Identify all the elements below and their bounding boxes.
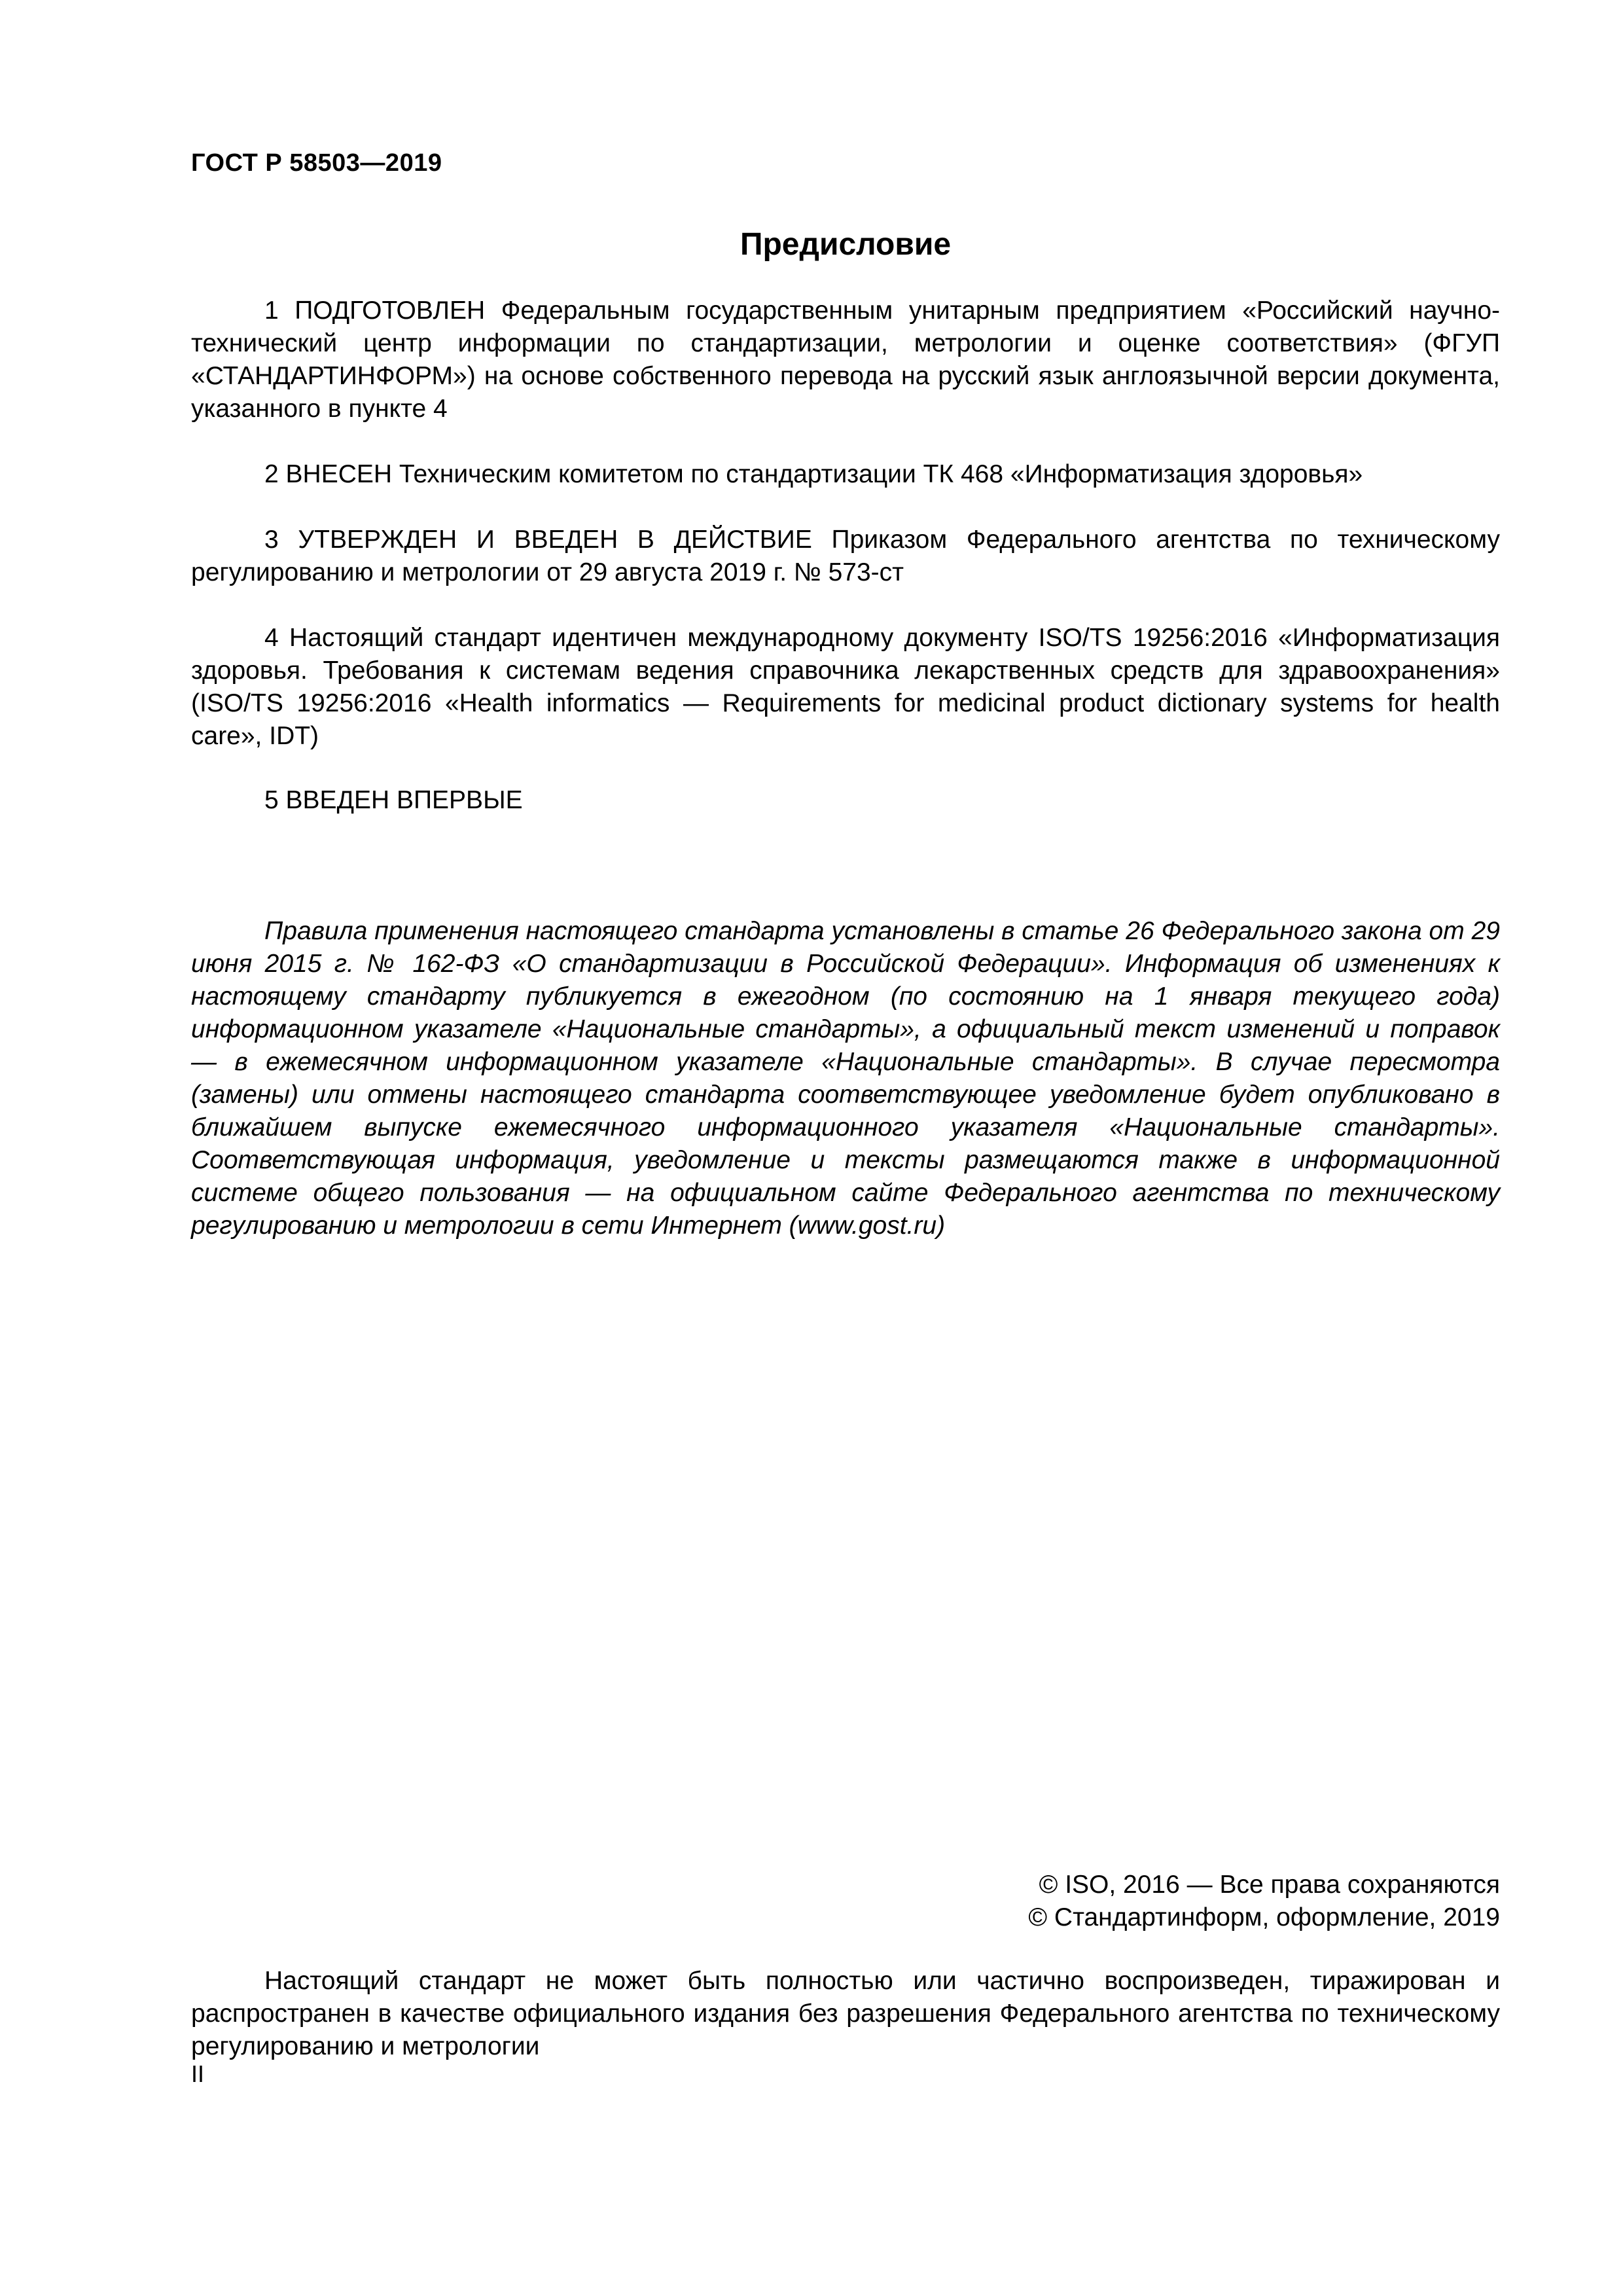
foreword-item-2: 2 ВНЕСЕН Техническим комитетом по стандартизации ТК 468 «Информатизация здоровья» (264, 460, 1363, 488)
foreword-item-1: 1 ПОДГОТОВЛЕН Федеральным государственным унитарным предприятием «Российский научно-технический центр информации по стандартизации, метрологии и оценке соответствия» (ФГУП «СТАНДАРТИНФОРМ») на основе собственного перевода на русский язык англоязычной версии документа, указанного в пункте 4 (191, 296, 1500, 423)
copyright-standartinform: © Стандартинформ, оформление, 2019 (1028, 1903, 1500, 1931)
copyright-block (1028, 1869, 1500, 1934)
page-title: Предисловие (740, 227, 952, 262)
page-number: II (191, 2060, 205, 2087)
foreword-item-3: 3 УТВЕРЖДЕН И ВВЕДЕН В ДЕЙСТВИЕ Приказом Федерального агентства по техническому регулированию и метрологии от 29 августа 2019 г. № 573-ст (191, 526, 1500, 586)
copyright-iso: © ISO, 2016 — Все права сохраняются (1039, 1871, 1500, 1899)
reproduction-notice: Настоящий стандарт не может быть полностью или частично воспроизведен, тиражирован и распространен в качестве официального издания без разрешения Федерального агентства по техническому регулированию и метрологии (191, 1967, 1500, 2060)
foreword-item-5: 5 ВВЕДЕН ВПЕРВЫЕ (264, 786, 523, 814)
document-code: ГОСТ Р 58503—2019 (191, 149, 442, 177)
rules-notice: Правила применения настоящего стандарта установлены в статье 26 Федерального закона от 29 июня 2015 г. № 162-ФЗ «О стандартизации в Российской Федерации». Информация об изменениях к настоящему стандарту публикуется в ежегодном (по состоянию на 1 января текущего года) информационном указателе «Национальные стандарты», а официальный текст изменений и поправок — в ежемесячном информационном указателе «Национальные стандарты». В случае пересмотра (замены) или отмены настоящего стандарта соответствующее уведомление будет опубликовано в ближайшем выпуске ежемесячного информационного указателя «Национальные стандарты». Соответствующая информация, уведомление и тексты размещаются также в информационной системе общего пользования — на официальном сайте Федерального агентства по техническому регулированию и метрологии в сети Интернет (www.gost.ru) (191, 917, 1500, 1240)
foreword-item-4: 4 Настоящий стандарт идентичен международному документу ISO/TS 19256:2016 «Информатизация здоровья. Требования к системам ведения справочника лекарственных средств для здравоохранения» (ISO/TS 19256:2016 «Health informatics — Requirements for medicinal product dictionary systems for health care», IDT) (191, 624, 1500, 750)
document-page (191, 0, 1500, 2296)
